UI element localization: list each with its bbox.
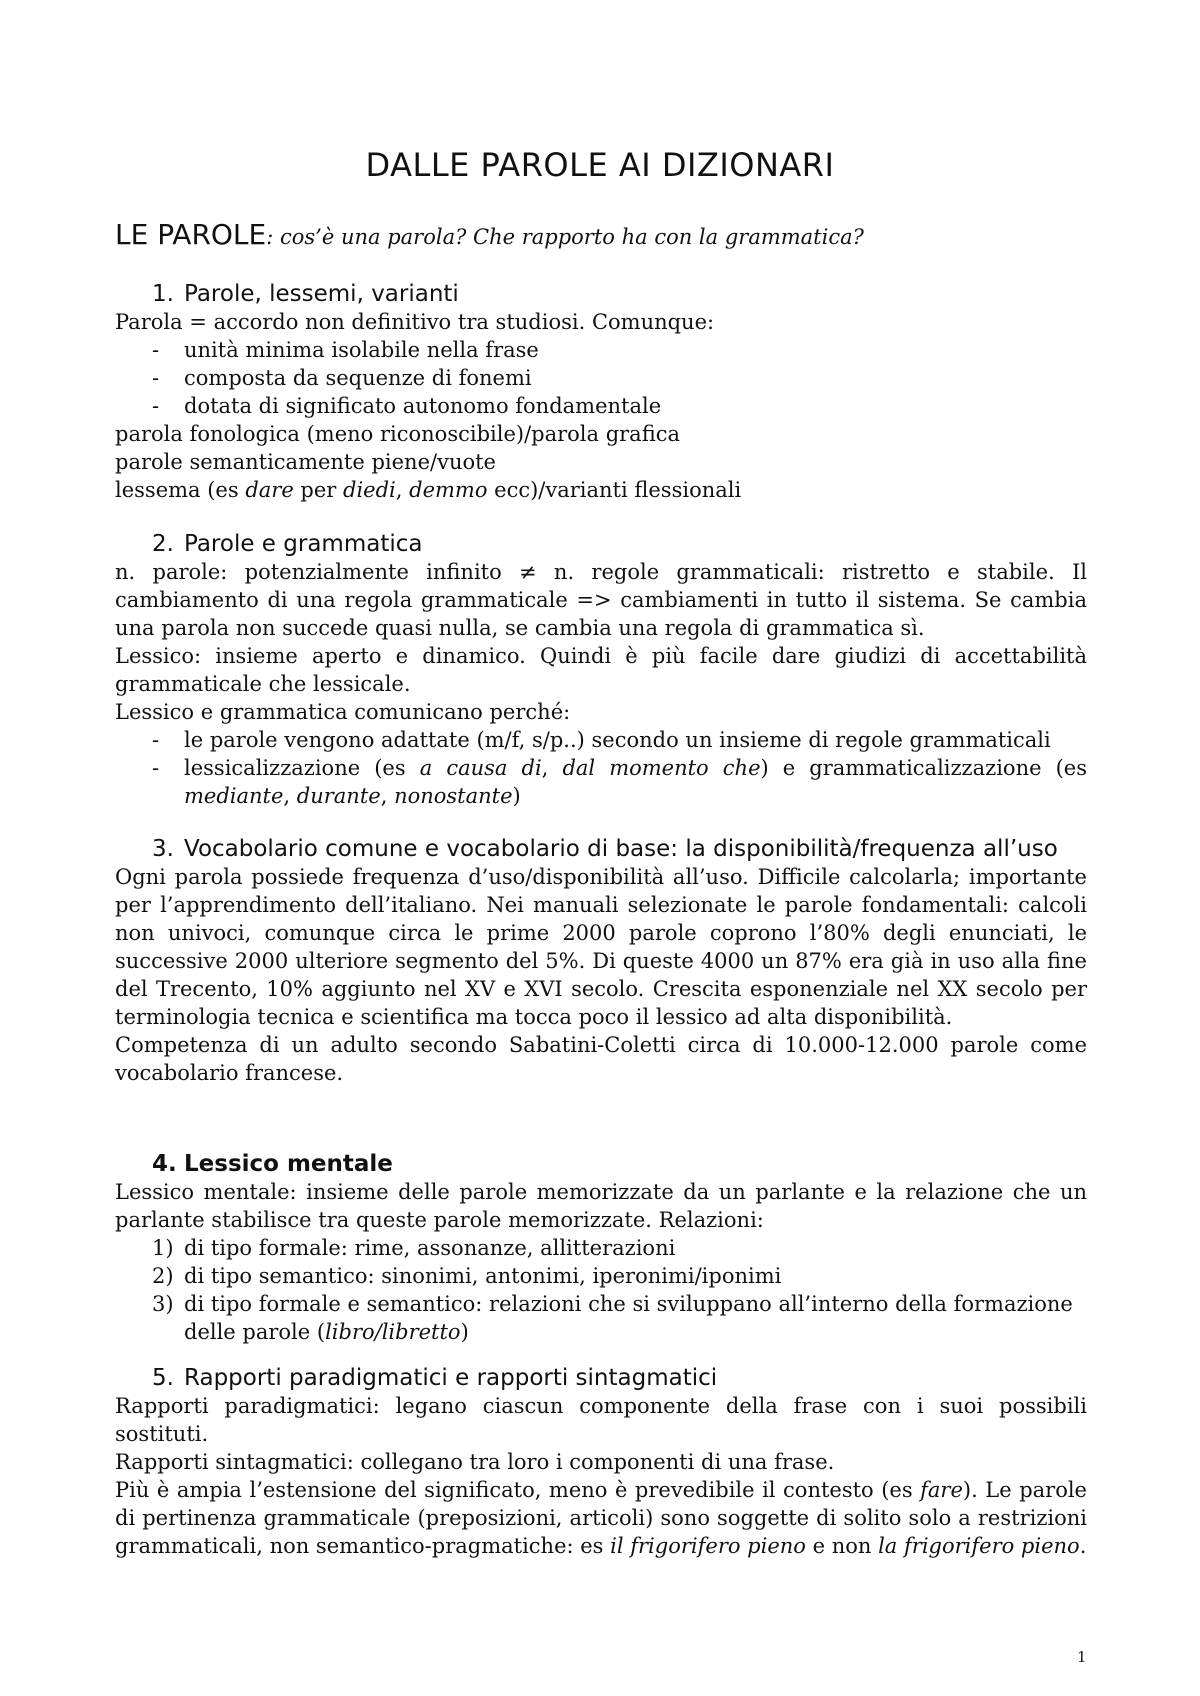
section-4 [115, 1150, 1087, 1346]
intro-question: cos’è una parola? Che rapporto ha con la grammatica? [280, 225, 864, 249]
section-title: Parole, lessemi, varianti [184, 281, 459, 307]
paragraph: Più è ampia l’estensione del significato, meno è prevedibile il contesto (es fare). Le parole di pertinenza grammaticale (preposizioni, articoli) sono soggette di solito solo a restrizioni grammaticali, non semantico-pragmatiche: es il frigorifero pieno e non la frigorifero pieno. [115, 1478, 1087, 1558]
list-item: 2) di tipo semantico: sinonimi, antonimi, iperonimi/iponimi [152, 1264, 782, 1288]
bullet-list [115, 336, 1087, 420]
paragraph: Lessico mentale: insieme delle parole memorizzate da un parlante e la relazione che un parlante stabilisce tra queste parole memorizzate. Relazioni: [115, 1180, 1087, 1232]
intro-separator: : [266, 225, 280, 249]
bullet-list [115, 726, 1087, 810]
document-title: DALLE PAROLE AI DIZIONARI [365, 146, 835, 184]
list-item: - lessicalizzazione (es a causa di, dal momento che) e grammaticalizzazione (es mediante, durante, nonostante) [152, 756, 1087, 808]
section-2 [115, 530, 1087, 810]
list-item: - composta da sequenze di fonemi [152, 366, 532, 390]
paragraph: Parola = accordo non definitivo tra studiosi. Comunque: [115, 310, 715, 334]
section-number: 1. [152, 281, 174, 307]
paragraph: lessema (es dare per diedi, demmo ecc)/varianti flessionali [115, 478, 742, 502]
paragraph: parole semanticamente piene/vuote [115, 450, 496, 474]
paragraph: n. parole: potenzialmente infinito ≠ n. regole grammaticali: ristretto e stabile. Il cambiamento di una regola grammaticale => cambiamenti in tutto il sistema. Se cambia una parola non succede quasi nulla, se cambia una regola di grammatica sì. [115, 560, 1087, 640]
section-1 [115, 280, 1087, 504]
list-item: - dotata di significato autonomo fondamentale [152, 394, 662, 418]
section-1-heading [115, 280, 1087, 308]
paragraph: Lessico e grammatica comunicano perché: [115, 700, 571, 724]
section-3 [115, 835, 1087, 1087]
section-5 [115, 1364, 1087, 1560]
section-3-heading: 3. Vocabolario comune e vocabolario di base: la disponibilità/frequenza all’uso [152, 836, 1058, 862]
intro-heading: LE PAROLE [115, 218, 267, 251]
paragraph: parola fonologica (meno riconoscibile)/parola grafica [115, 422, 680, 446]
paragraph: Competenza di un adulto secondo Sabatini-Coletti circa di 10.000-12.000 parole come vocabolario francese. [115, 1033, 1087, 1085]
list-item: 1) di tipo formale: rime, assonanze, allitterazioni [152, 1236, 676, 1260]
paragraph: Lessico: insieme aperto e dinamico. Quindi è più facile dare giudizi di accettabilità grammaticale che lessicale. [115, 644, 1087, 696]
page-number: 1 [1077, 1648, 1087, 1666]
section-5-heading: 5. Rapporti paradigmatici e rapporti sintagmatici [152, 1365, 718, 1391]
section-4-heading: 4. Lessico mentale [152, 1151, 393, 1177]
list-item: - unità minima isolabile nella frase [152, 338, 539, 362]
paragraph: Ogni parola possiede frequenza d’uso/disponibilità all’uso. Difficile calcolarla; importante per l’apprendimento dell’italiano. Nei manuali selezionate le parole fondamentali: calcoli non univoci, comunque circa le prime 2000 parole coprono l’80% degli enunciati, le successive 2000 ulteriore segmento del 5%. Di queste 4000 un 87% era già in uso alla fine del Trecento, 10% aggiunto nel XV e XVI secolo. Crescita esponenziale nel XX secolo per terminologia tecnica e scientifica ma tocca poco il lessico ad alta disponibilità. [115, 865, 1087, 1029]
list-item: - le parole vengono adattate (m/f, s/p..) secondo un insieme di regole grammaticali [152, 728, 1051, 752]
intro-line [115, 218, 864, 251]
numbered-list [115, 1234, 1087, 1346]
list-item: 3) di tipo formale e semantico: relazioni che si sviluppano all’interno della formazione delle parole (libro/libretto) [152, 1292, 1073, 1344]
paragraph: Rapporti sintagmatici: collegano tra loro i componenti di una frase. [115, 1450, 835, 1474]
section-2-heading: 2. Parole e grammatica [152, 531, 423, 557]
paragraph: Rapporti paradigmatici: legano ciascun componente della frase con i suoi possibili sostituti. [115, 1394, 1087, 1446]
